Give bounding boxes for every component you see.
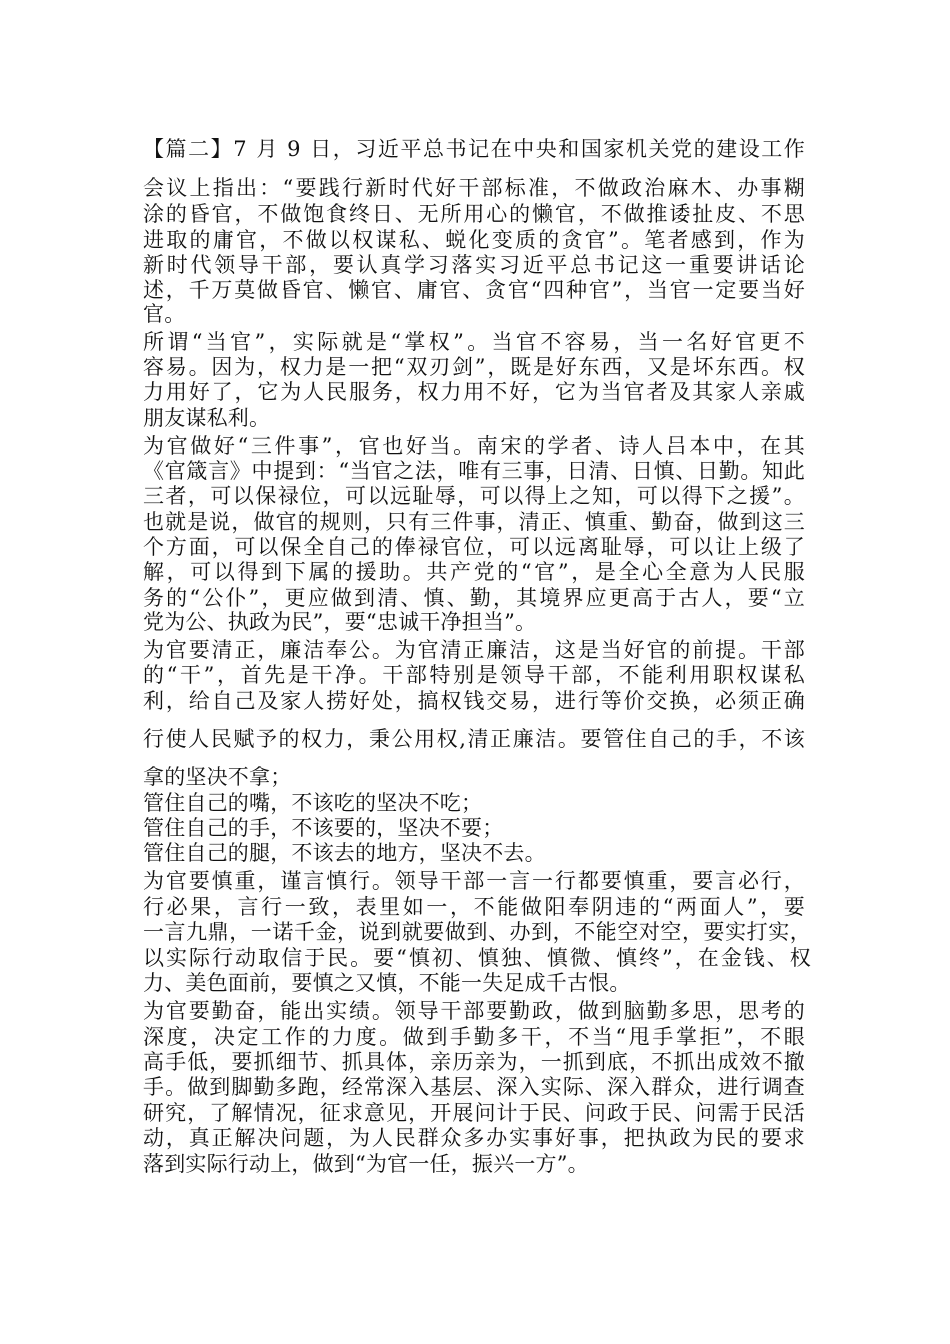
- text-line: 涂的昏官，不做饱食终日、无所用心的懒官，不做推诿扯皮、不思: [143, 202, 807, 226]
- text-line: 也就是说，做官的规则，只有三件事，清正、慎重、勤奋，做到这三: [143, 510, 806, 534]
- text-line: 为官要勤奋，能出实绩。领导干部要勤政，做到脑勤多思，思考的: [143, 999, 807, 1023]
- text-line: 管住自己的嘴，不该吃的坚决不吃；: [143, 791, 483, 815]
- text-line: 容易。因为，权力是一把“双刃剑”，既是好东西，又是坏东西。权: [143, 355, 807, 379]
- text-line: 力、美色面前，要慎之又慎，不能一失足成千古恨。: [143, 971, 631, 995]
- text-line: 的“干”，首先是干净。干部特别是领导干部，不能利用职权谋私: [143, 663, 808, 687]
- text-line: 利，给自己及家人捞好处，搞权钱交易，进行等价交换，必须正确: [143, 689, 807, 713]
- text-line: 党为公、执政为民”，要“忠诚干净担当”。: [143, 610, 537, 634]
- text-line: 为官做好“三件事”，官也好当。南宋的学者、诗人吕本中，在其: [143, 434, 808, 458]
- text-line: 以实际行动取信于民。要“慎初、慎独、慎微、慎终”，在金钱、权: [143, 946, 813, 970]
- text-line: 研究，了解情况，征求意见，开展问计于民、问政于民、问需于民活: [143, 1101, 806, 1125]
- text-line: 行使人民赋予的权力，秉公用权,清正廉洁。要管住自己的手，不该: [143, 727, 807, 751]
- text-line: 官。: [143, 302, 186, 326]
- text-line: 述，千万莫做昏官、懒官、庸官、贪官“四种官”，当官一定要当好: [143, 278, 807, 302]
- text-line: 管住自己的腿，不该去的地方，坚决不去。: [143, 841, 546, 865]
- text-line: 高手低，要抓细节、抓具体，亲历亲为，一抓到底，不抓出成效不撤: [143, 1050, 806, 1074]
- text-line: 动，真正解决问题，为人民群众多办实事好事，把执政为民的要求: [143, 1126, 807, 1150]
- text-line: 新时代领导干部，要认真学习落实习近平总书记这一重要讲话论: [143, 253, 808, 277]
- text-line: 手。做到脚勤多跑，经常深入基层、深入实际、深入群众，进行调查: [143, 1075, 806, 1099]
- text-line: 解，可以得到下属的援助。共产党的“官”，是全心全意为人民服: [143, 560, 808, 584]
- text-line: 会议上指出：“要践行新时代好干部标准，不做政治麻木、办事糊: [143, 176, 808, 200]
- text-line: 落到实际行动上，做到“为官一任，振兴一方”。: [143, 1152, 589, 1176]
- text-line: 为官要慎重，谨言慎行。领导干部一言一行都要慎重，要言必行，: [143, 869, 807, 893]
- text-line: 一言九鼎，一诺千金，说到就要做到、办到，不能空对空，要实打实，: [143, 920, 812, 944]
- text-line: 行必果，言行一致，表里如一，不能做阳奉阴违的“两面人”，要: [143, 895, 808, 919]
- text-line: 个方面，可以保全自己的俸禄官位，可以远离耻辱，可以让上级了: [143, 535, 807, 559]
- text-line: 管住自己的手，不该要的，坚决不要；: [143, 816, 504, 840]
- text-line: 务的“公仆”，更应做到清、慎、勤，其境界应更高于古人，要“立: [143, 586, 807, 610]
- text-line: 三者，可以保禄位，可以远耻辱，可以得上之知，可以得下之援”。: [143, 484, 807, 508]
- text-line: 深度，决定工作的力度。做到手勤多干，不当“甩手掌拒”，不眼: [143, 1025, 808, 1049]
- text-line: 《官箴言》中提到：“当官之法，唯有三事，日清、日慎、日勤。知此: [143, 459, 806, 483]
- text-line: 进取的庸官，不做以权谋私、蜕化变质的贪官”。笔者感到，作为: [143, 228, 808, 252]
- text-line: 力用好了，它为人民服务，权力用不好，它为当官者及其家人亲戚: [143, 380, 807, 404]
- text-line: 拿的坚决不拿；: [143, 765, 292, 789]
- text-line: 为官要清正，廉洁奉公。为官清正廉洁，这是当好官的前提。干部: [143, 638, 807, 662]
- text-line: 【篇二】7 月 9 日，习近平总书记在中央和国家机关党的建设工作: [143, 137, 807, 161]
- text-line: 所谓“当官”，实际就是“掌权”。当官不容易，当一名好官更不: [143, 330, 809, 354]
- text-line: 朋友谋私利。: [143, 406, 271, 430]
